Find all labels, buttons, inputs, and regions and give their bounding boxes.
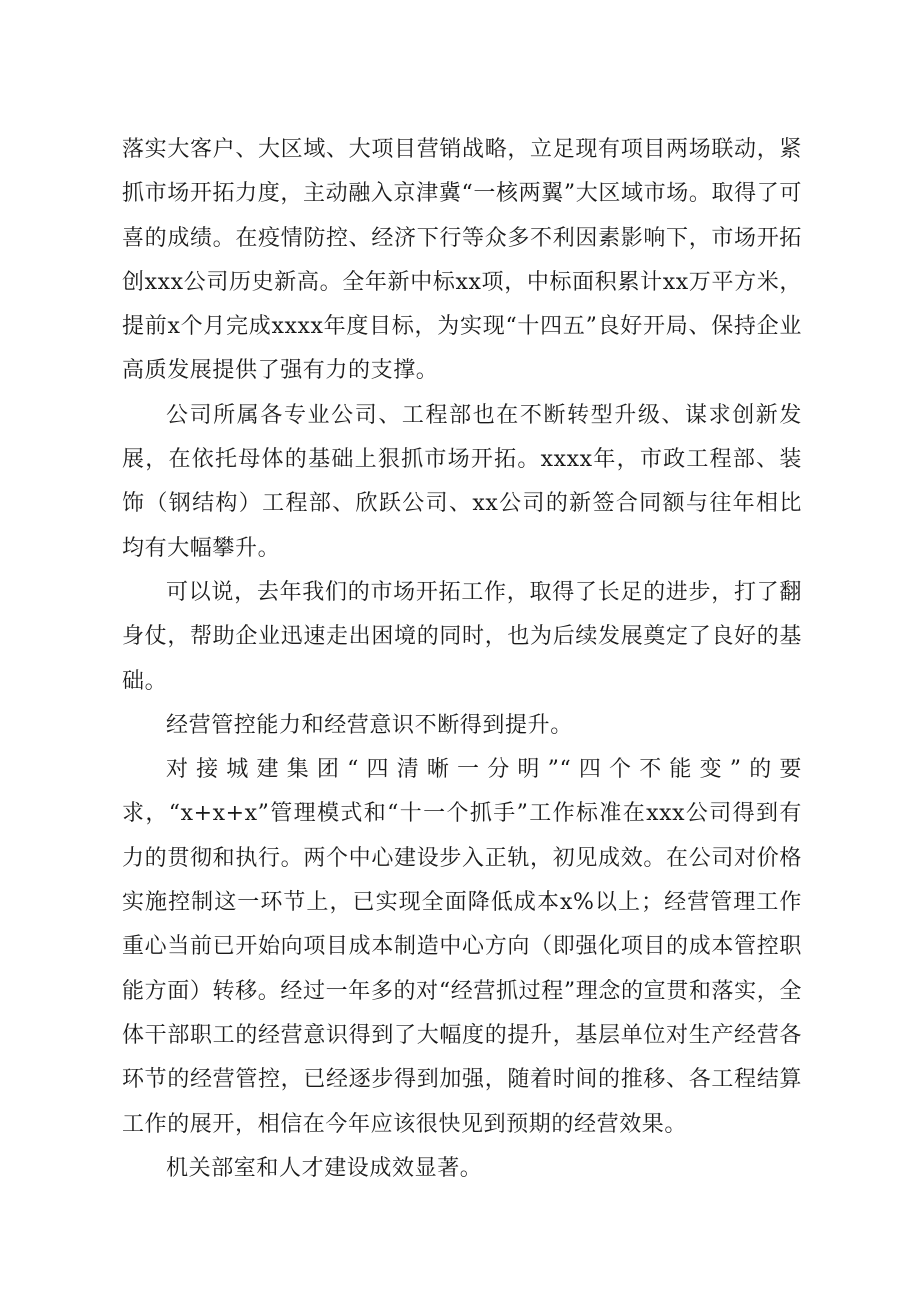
- paragraph-subsidiaries: 公司所属各专业公司、工程部也在不断转型升级、谋求创新发展，在依托母体的基础上狠抓市场开拓。xxxx年，市政工程部、装饰（钢结构）工程部、欣跃公司、xx公司的新签合同额与往年相比均有大幅攀升。: [122, 402, 802, 561]
- document-body: [122, 128, 802, 1191]
- paragraph-management-details: 对接城建集团“四清晰一分明”“四个不能变”的要求，“x+x+x”管理模式和“十一个抓手”工作标准在xxx公司得到有力的贯彻和执行。两个中心建设步入正轨，初见成效。在公司对价格实施控制这一环节上，已实现全面降低成本x%以上；经营管理工作重心当前已开始向项目成本制造中心方向（即强化项目的成本管控职能方面）转移。经过一年多的对“经营抓过程”理念的宣贯和落实，全体干部职工的经营意识得到了大幅度的提升，基层单位对生产经营各环节的经营管控，已经逐步得到加强，随着时间的推移、各工程结算工作的展开，相信在今年应该很快见到预期的经营效果。: [122, 757, 802, 1137]
- paragraph-market-strategy: 落实大客户、大区域、大项目营销战略，立足现有项目两场联动，紧抓市场开拓力度，主动融入京津冀“一核两翼”大区域市场。取得了可喜的成绩。在疫情防控、经济下行等众多不利因素影响下，市场开拓创xxx公司历史新高。全年新中标xx项，中标面积累计xx万平方米，提前x个月完成xxxx年度目标，为实现“十四五”良好开局、保持企业高质发展提供了强有力的支撑。: [122, 137, 802, 384]
- section-heading-management: 经营管控能力和经营意识不断得到提升。: [166, 712, 573, 738]
- paragraph-summary: 可以说，去年我们的市场开拓工作，取得了长足的进步，打了翻身仗，帮助企业迅速走出困境的同时，也为后续发展奠定了良好的基础。: [122, 579, 802, 694]
- section-heading-talent: 机关部室和人才建设成效显著。: [166, 1155, 483, 1181]
